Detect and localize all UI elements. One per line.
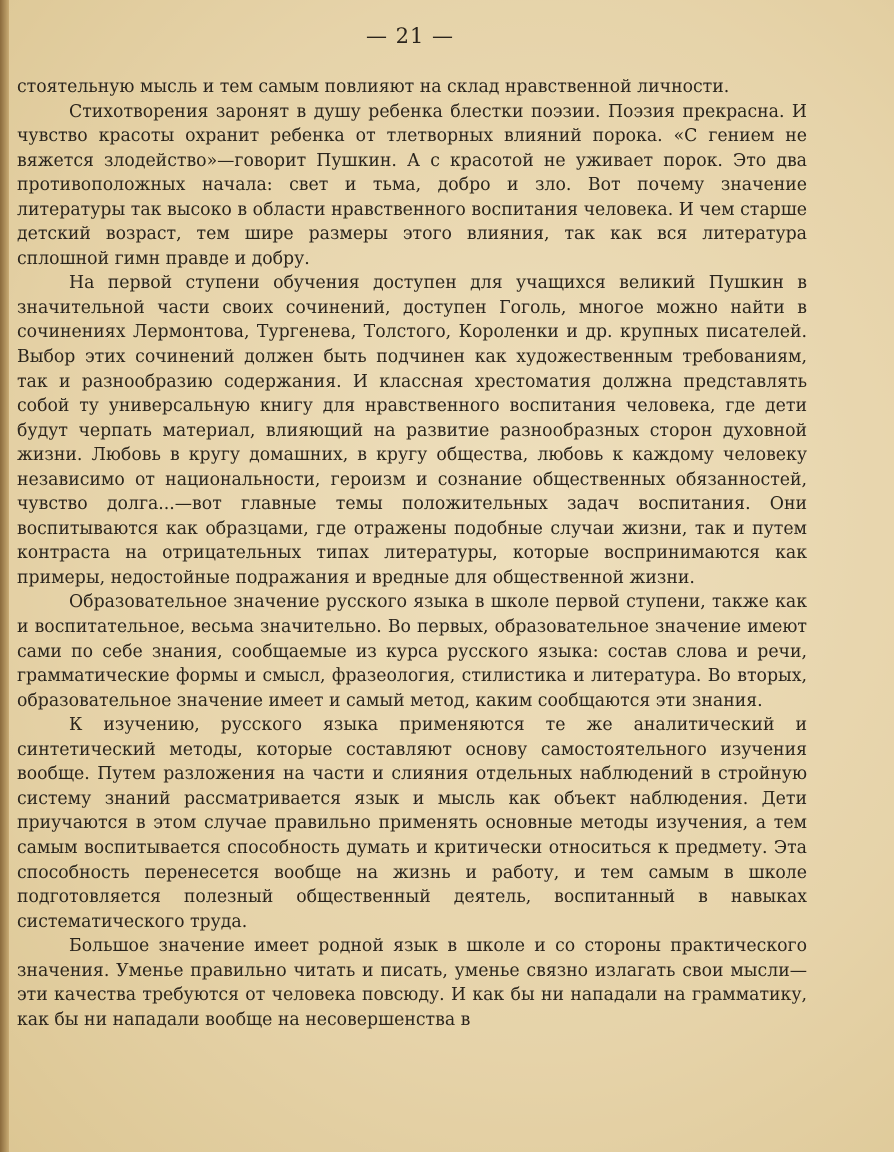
- page-spine-shadow: [0, 0, 9, 1152]
- paragraph: К изучению, русского языка применяются те же аналитический и синтетический методы, которые составляют основу самостоятельного изучения вообще. Путем разложения на части и слияния отдельных наблюдений в стройную систему знаний рассматривается язык и мысль как объект наблюдения. Дети приучаются в этом случае правильно применять основные методы изучения, а тем самым воспитывается способность думать и критически относиться к предмету. Эта способность перенесется вообще на жизнь и работу, и тем самым в школе подготовляется полезный общественный деятель, воспитанный в навыках систематического труда.: [17, 715, 807, 932]
- body-text: [17, 75, 807, 1032]
- paragraph: стоятельную мысль и тем самым повлияют на склад нравственной личности.: [17, 77, 730, 97]
- paragraph: Стихотворения заронят в душу ребенка блестки поэзии. Поэзия прекрасна. И чувство красоты охранит ребенка от тлетворных влияний порока. «С гением не вяжется злодейство»—говорит Пушкин. А с красотой не уживает порок. Это два противоположных начала: свет и тьма, добро и зло. Вот почему значение литературы так высоко в области нравственного воспитания человека. И чем старше детский возраст, тем шире размеры этого влияния, так как вся литература сплошной гимн правде и добру.: [17, 101, 807, 269]
- paragraph: Образовательное значение русского языка в школе первой ступени, также как и воспитательное, весьма значительно. Во первых, образовательное значение имеют сами по себе знания, сообщаемые из курса русского языка: состав слова и речи, грамматические формы и смысл, фразеология, стилистика и литература. Во вторых, образовательное значение имеет и самый метод, каким сообщаются эти знания.: [17, 592, 807, 711]
- paragraph: Большое значение имеет родной язык в школе и со стороны практического значения. Уменье правильно читать и писать, уменье связно излагать свои мысли—эти качества требуются от человека повсюду. И как бы ни нападали на грамматику, как бы ни нападали вообще на несовершенства в: [17, 936, 807, 1030]
- page-number: — 21 —: [365, 24, 455, 48]
- paragraph: На первой ступени обучения доступен для учащихся великий Пушкин в значительной части своих сочинений, доступен Гоголь, многое можно найти в сочинениях Лермонтова, Тургенева, Толстого, Короленки и др. крупных писателей. Выбор этих сочинений должен быть подчинен как художественным требованиям, так и разнообразию содержания. И классная хрестоматия должна представлять собой ту универсальную книгу для нравственного воспитания человека, где дети будут черпать материал, влияющий на развитие разнообразных сторон духовной жизни. Любовь в кругу домашних, в кругу общества, любовь к каждому человеку независимо от национальности, героизм и сознание общественных обязанностей, чувство долга...—вот главные темы положительных задач воспитания. Они воспитываются как образцами, где отражены подобные случаи жизни, так и путем контраста на отрицательных типах литературы, которые воспринимаются как примеры, недостойные подражания и вредные для общественной жизни.: [17, 273, 807, 588]
